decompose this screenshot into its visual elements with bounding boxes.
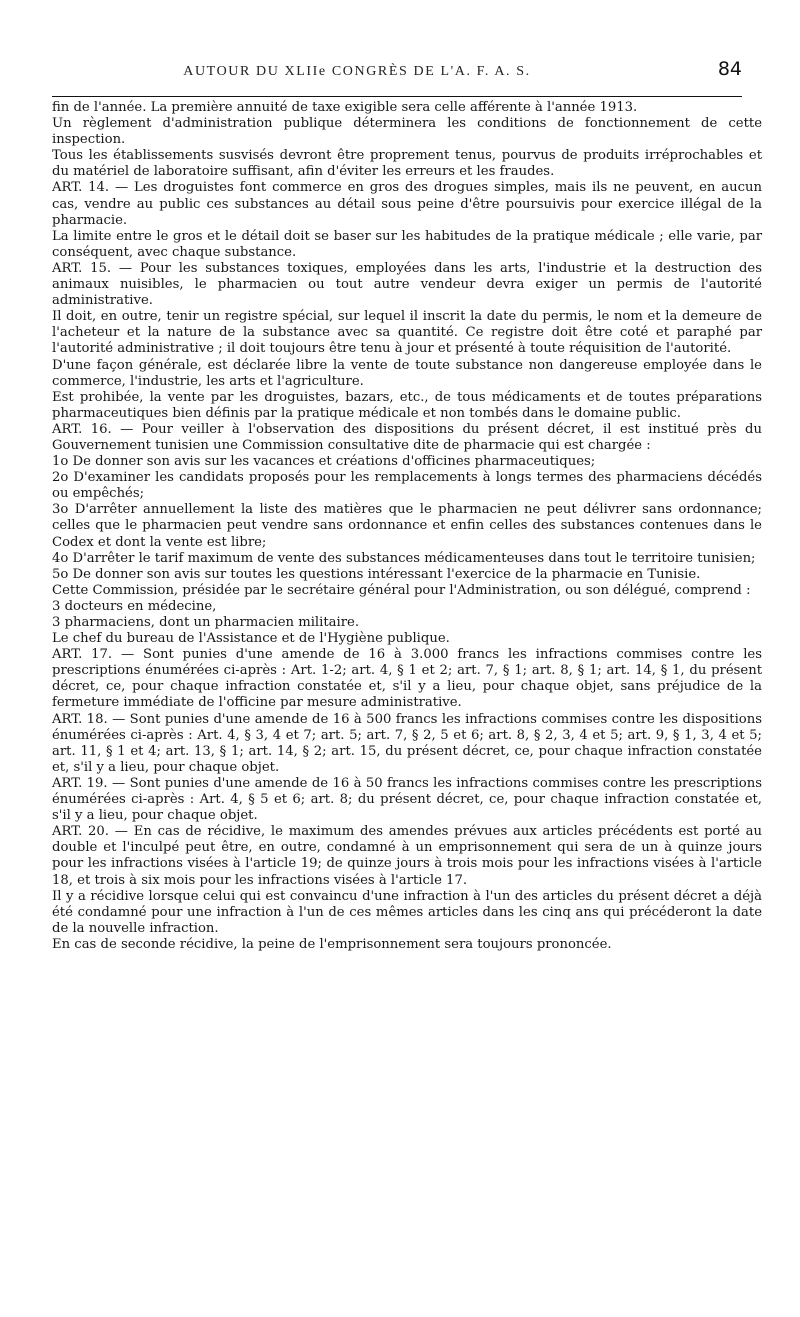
article-16: ART. 16. — Pour veiller à l'observation des dispositions du présent décret, il est institué près du Gouvernement tunisien une Commission consultative dite de pharmacie qui est chargée :: [52, 421, 762, 453]
article-15: ART. 15. — Pour les substances toxiques, employées dans les arts, l'industrie et la destruction des animaux nuisibles, le pharmacien ou tout autre vendeur devra exiger un permis de l'autorité administrative.: [52, 260, 762, 309]
paragraph: Un règlement d'administration publique déterminera les conditions de fonctionnement de cette inspection.: [52, 116, 762, 148]
page-number: 84: [717, 58, 742, 80]
paragraph: Cette Commission, présidée par le secrétaire général pour l'Administration, ou son délégué, comprend :: [52, 582, 751, 598]
article-17: ART. 17. — Sont punies d'une amende de 16 à 3.000 francs les infractions commises contre les prescriptions énumérées ci-après : Art. 1-2; art. 4, § 1 et 2; art. 7, § 1; art. 8, § 1; art. 14, § 1, du présent décret, ce, pour chaque infraction constatée et, s'il y a lieu, pour chaque objet, sans préjudice de la fermeture immédiate de l'officine par mesure administrative.: [52, 647, 762, 711]
header-rule: [52, 96, 742, 97]
paragraph: fin de l'année. La première annuité de taxe exigible sera celle afférente à l'année 1913.: [52, 100, 638, 115]
paragraph: La limite entre le gros et le détail doit se baser sur les habitudes de la pratique médicale ; elle varie, par conséquent, avec chaque substance.: [52, 228, 762, 260]
list-item: 2o D'examiner les candidats proposés pour les remplacements à longs termes des pharmaciens décédés ou empêchés;: [52, 470, 762, 502]
paragraph: Il doit, en outre, tenir un registre spécial, sur lequel il inscrit la date du permis, le nom et la demeure de l'acheteur et la nature de la substance avec sa quantité. Ce registre doit être coté et paraphé par l'autorité administrative ; il doit toujours être tenu à jour et présenté à toute réquisition de l'autorité.: [52, 309, 762, 357]
paragraph: Le chef du bureau de l'Assistance et de l'Hygiène publique.: [52, 631, 450, 647]
body-text: [52, 100, 762, 953]
list-item: 4o D'arrêter le tarif maximum de vente des substances médicamenteuses dans tout le territoire tunisien;: [52, 550, 756, 566]
article-19: ART. 19. — Sont punies d'une amende de 16 à 50 francs les infractions commises contre les prescriptions énumérées ci-après : Art. 4, § 5 et 6; art. 8; du présent décret, ce, pour chaque infraction constatée et, s'il y a lieu, pour chaque objet.: [52, 775, 762, 824]
running-title: AUTOUR DU XLIIe CONGRÈS DE L'A. F. A. S.: [183, 64, 531, 79]
article-14: ART. 14. — Les droguistes font commerce en gros des drogues simples, mais ils ne peuvent, en aucun cas, vendre au public ces substances au détail sous peine d'être poursuivis pour exercice illégal de la pharmacie.: [52, 180, 762, 228]
article-20: ART. 20. — En cas de récidive, le maximum des amendes prévues aux articles précédents est porté au double et l'inculpé peut être, en outre, condamné à un emprisonnement qui sera de un à quinze jours pour les infractions visées à l'article 19; de quinze jours à trois mois pour les infractions visées à l'article 18, et trois à six mois pour les infractions visées à l'article 17.: [52, 824, 762, 888]
paragraph: Il y a récidive lorsque celui qui est convaincu d'une infraction à l'un des articles du présent décret a déjà été condamné pour une infraction à l'un de ces mêmes articles dans les cinq ans qui précéderont la date de la nouvelle infraction.: [52, 888, 762, 936]
page-header: [52, 58, 742, 88]
list-item: 3o D'arrêter annuellement la liste des matières que le pharmacien ne peut délivrer sans ordonnance; celles que le pharmacien peut vendre sans ordonnance et enfin celles des substances contenues dans le Codex et dont la vente est libre;: [52, 502, 762, 550]
list-item: 5o De donner son avis sur toutes les questions intéressant l'exercice de la pharmacie en Tunisie.: [52, 566, 701, 582]
paragraph: En cas de seconde récidive, la peine de l'emprisonnement sera toujours prononcée.: [52, 936, 612, 952]
paragraph: Tous les établissements susvisés devront être proprement tenus, pourvus de produits irréprochables et du matériel de laboratoire suffisant, afin d'éviter les erreurs et les fraudes.: [52, 148, 762, 180]
list-item: 3 pharmaciens, dont un pharmacien militaire.: [52, 615, 360, 630]
list-item: 1o De donner son avis sur les vacances et créations d'officines pharmaceutiques;: [52, 454, 596, 470]
list-item: 3 docteurs en médecine,: [52, 598, 217, 614]
article-18: ART. 18. — Sont punies d'une amende de 16 à 500 francs les infractions commises contre les dispositions énumérées ci-après : Art. 4, § 3, 4 et 7; art. 5; art. 7, § 2, 5 et 6; art. 8, § 2, 3, 4 et 5; art. 9, § 1, 3, 4 et 5; art. 11, § 1 et 4; art. 13, § 1; art. 14, § 2; art. 15, du présent décret, ce, pour chaque infraction constatée et, s'il y a lieu, pour chaque objet.: [52, 711, 762, 775]
paragraph: D'une façon générale, est déclarée libre la vente de toute substance non dangereuse employée dans le commerce, l'industrie, les arts et l'agriculture.: [52, 357, 762, 389]
paragraph: Est prohibée, la vente par les droguistes, bazars, etc., de tous médicaments et de toutes préparations pharmaceutiques bien définis par la pratique médicale et non tombés dans le domaine public.: [52, 389, 762, 421]
